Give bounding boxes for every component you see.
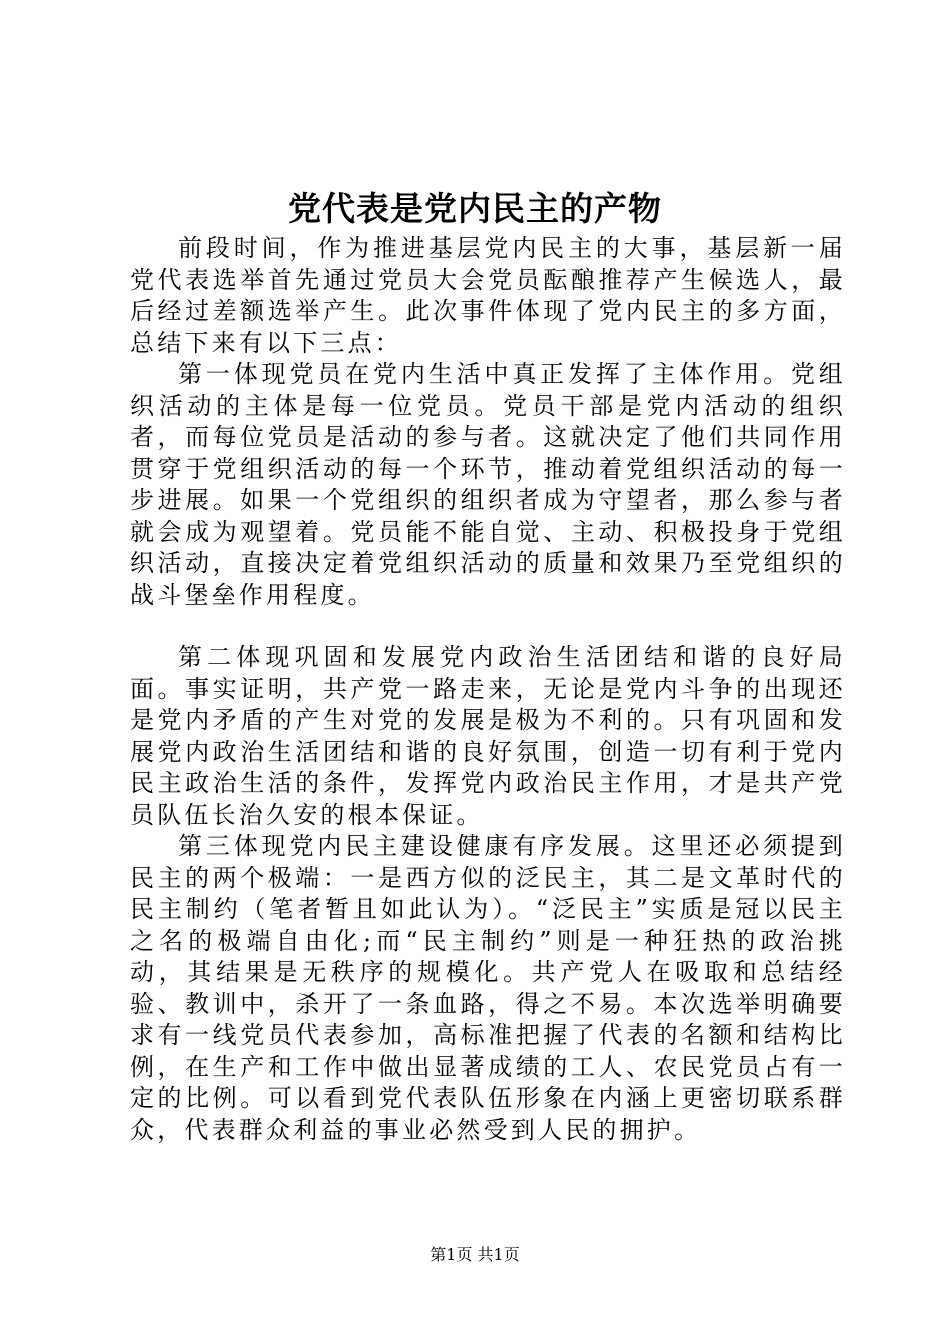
paragraph-point-three: 第三体现党内民主建设健康有序发展。这里还必须提到民主的两个极端：一是西方似的泛民主，其二是文革时代的民主制约（笔者暂且如此认为）。“泛民主”实质是冠以民主之名的极端自由化;而“民主制约”则是一种狂热的政治挑动，其结果是无秩序的规模化。共产党人在吸取和总结经验、教训中，杀开了一条血路，得之不易。本次选举明确要求有一线党员代表参加，高标准把握了代表的名额和结构比例，在生产和工作中做出显著成绩的工人、农民党员占有一定的比例。可以看到党代表队伍形象在内涵上更密切联系群众，代表群众利益的事业必然受到人民的拥护。 xyxy=(130,832,846,1144)
paragraph-intro: 前段时间，作为推进基层党内民主的大事，基层新一届党代表选举首先通过党员大会党员酝酿推荐产生候选人，最后经过差额选举产生。此次事件体现了党内民主的多方面，总结下来有以下三点： xyxy=(130,234,846,357)
paragraph-point-two: 第二体现巩固和发展党内政治生活团结和谐的良好局面。事实证明，共产党一路走来，无论是党内斗争的出现还是党内矛盾的产生对党的发展是极为不利的。只有巩固和发展党内政治生活团结和谐的良好氛围，创造一切有利于党内民主政治生活的条件，发挥党内政治民主作用，才是共产党员队伍长治久安的根本保证。 xyxy=(130,643,846,829)
document-title: 党代表是党内民主的产物 xyxy=(288,189,662,228)
document-body xyxy=(130,233,846,1146)
paragraph-point-one: 第一体现党员在党内生活中真正发挥了主体作用。党组织活动的主体是每一位党员。党员干部是党内活动的组织者，而每位党员是活动的参与者。这就决定了他们共同作用贯穿于党组织活动的每一个环节，推动着党组织活动的每一步进展。如果一个党组织的组织者成为守望者，那么参与者就会成为观望着。党员能不能自觉、主动、积极投身于党组织活动，直接决定着党组织活动的质量和效果乃至党组织的战斗堡垒作用程度。 xyxy=(130,360,846,609)
page-number-footer: 第1页 共1页 xyxy=(430,1245,520,1264)
